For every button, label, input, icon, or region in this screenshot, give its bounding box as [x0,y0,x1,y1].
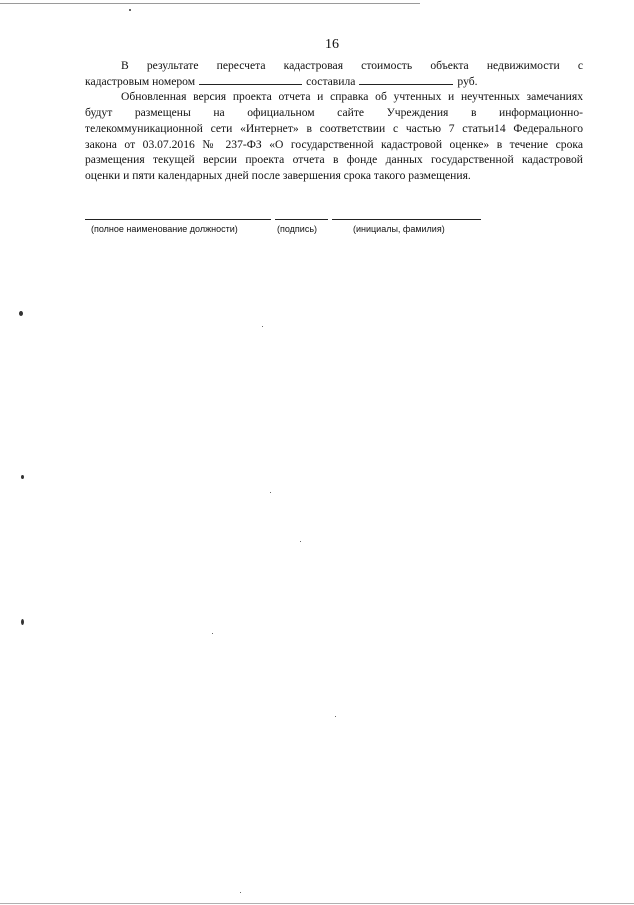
cost-label: составила [306,74,356,88]
cadastral-number-blank [199,74,302,85]
scan-speck [240,892,241,893]
signature-caption: (подпись) [277,224,318,234]
scan-speck [129,9,131,11]
paragraph-line: Обновленная версия проекта отчета и справка об учтенных и неучтенных замечаниях [121,90,583,104]
position-line [85,219,271,220]
cost-value-blank [359,74,453,85]
scan-speck [21,475,24,479]
scan-speck [335,716,336,717]
scan-speck [212,633,213,634]
name-caption: (инициалы, фамилия) [353,224,445,234]
paragraph-line: телекоммуникационной сети «Интернет» в соответствии с частью 7 статьи14 Федерального [85,121,583,135]
scan-speck [270,492,271,493]
paragraph-line: размещения текущей версии проекта отчета в фонде данных государственной кадастровой [85,153,583,167]
scan-speck [19,311,23,316]
cadastral-number-line [85,74,583,90]
recalculation-paragraph [85,58,583,89]
position-caption: (полное наименование должности) [91,224,238,234]
paragraph-line: В результате пересчета кадастровая стоимость объекта недвижимости с [121,59,583,72]
paragraph-line: закона от 03.07.2016 № 237-ФЗ «О государственной кадастровой оценке» в течение срока [85,137,583,151]
page-number: 16 [325,37,339,52]
currency-label: руб. [457,74,478,88]
scan-speck [262,326,263,327]
scan-speck [21,619,24,625]
scan-bottom-edge-line [0,903,634,904]
signature-line [275,219,328,220]
scan-speck [300,541,301,542]
document-body [85,58,583,184]
name-line [332,219,481,220]
publication-paragraph [85,89,583,183]
scan-top-edge-line [0,3,420,4]
cadastral-number-label: кадастровым номером [85,74,196,88]
paragraph-line: будут размещены на официальном сайте Учреждения в информационно- [85,106,583,120]
paragraph-line: оценки и пяти календарных дней после завершения срока такого размещения. [85,168,471,182]
